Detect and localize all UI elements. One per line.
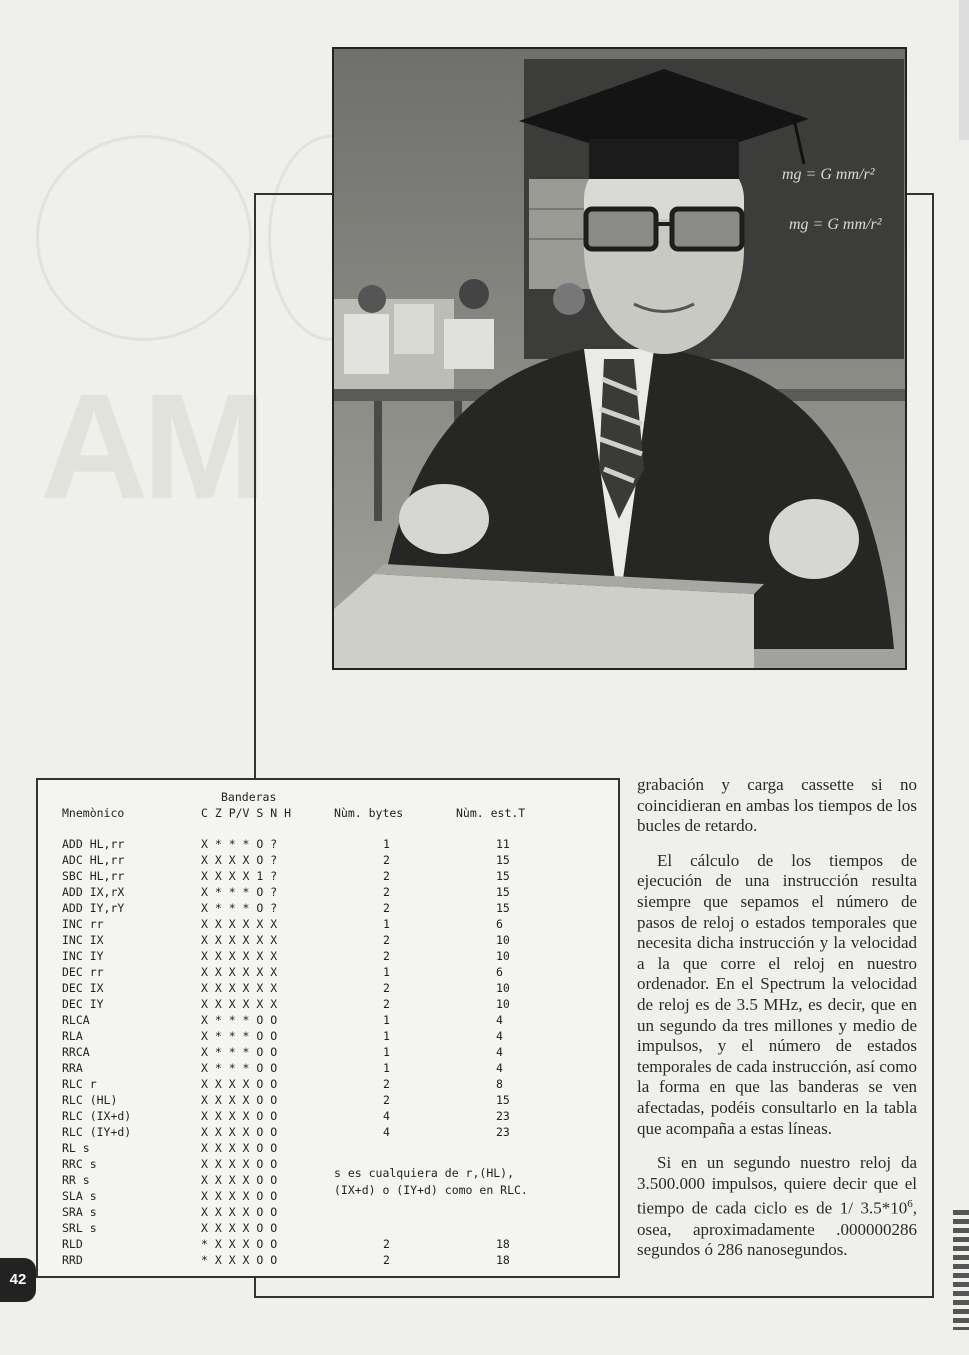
states-cell: 10	[496, 949, 510, 963]
instruction-table	[36, 778, 620, 1278]
table-row	[38, 1013, 618, 1029]
table-row	[38, 917, 618, 933]
bytes-cell: 1	[383, 1045, 390, 1059]
bytes-cell: 2	[383, 885, 390, 899]
flags-cell: X X X X O O	[201, 1221, 278, 1235]
column-header-flags: C Z P/V S N H	[201, 806, 292, 820]
table-row	[38, 1029, 618, 1045]
article-text	[637, 775, 917, 1275]
flags-cell: X X X X O O	[201, 1077, 278, 1091]
states-cell: 15	[496, 869, 510, 883]
bytes-cell: 4	[383, 1109, 390, 1123]
flags-cell: X X X X O O	[201, 1189, 278, 1203]
mnemonic-cell: RR s	[62, 1173, 90, 1187]
mnemonic-cell: SLA s	[62, 1189, 97, 1203]
table-row	[38, 1157, 618, 1173]
professor-illustration	[332, 47, 907, 670]
mnemonic-cell: RRC s	[62, 1157, 97, 1171]
flags-cell: X X X X O O	[201, 1109, 278, 1123]
flags-cell: X * * * O O	[201, 1029, 278, 1043]
states-cell: 6	[496, 965, 503, 979]
states-cell: 11	[496, 837, 510, 851]
states-cell: 18	[496, 1253, 510, 1267]
paragraph-text: , osea, aproximadamente .000000286 segundos ó 286 nanosegundos.	[637, 1198, 917, 1260]
mnemonic-cell: SRL s	[62, 1221, 97, 1235]
background-circle-decoration	[36, 135, 252, 341]
table-row	[38, 981, 618, 997]
table-row	[38, 1045, 618, 1061]
states-cell: 10	[496, 981, 510, 995]
flags-cell: X X X X O O	[201, 1125, 278, 1139]
mnemonic-cell: RL s	[62, 1141, 90, 1155]
flags-cell: X X X X X X	[201, 917, 278, 931]
bytes-cell: 1	[383, 1013, 390, 1027]
mnemonic-cell: RLC r	[62, 1077, 97, 1091]
article-paragraph: grabación y carga cassette si no coincidieran en ambas los tiempos de los bucles de retardo.	[637, 775, 917, 836]
table-row	[38, 1253, 618, 1269]
bytes-cell: 2	[383, 933, 390, 947]
flags-cell: X * * * O ?	[201, 837, 278, 851]
exponent: 6	[907, 1198, 913, 1211]
bytes-cell: 1	[383, 837, 390, 851]
table-row	[38, 869, 618, 885]
page-number: 42	[0, 1258, 36, 1302]
flags-cell: X X X X O O	[201, 1173, 278, 1187]
mnemonic-cell: DEC rr	[62, 965, 104, 979]
table-row	[38, 885, 618, 901]
states-cell: 23	[496, 1109, 510, 1123]
column-header-states: Nùm. est.T	[456, 806, 526, 820]
bytes-cell: 2	[383, 901, 390, 915]
table-row	[38, 901, 618, 917]
mnemonic-cell: ADD IY,rY	[62, 901, 125, 915]
table-row	[38, 1077, 618, 1093]
bytes-cell: 2	[383, 981, 390, 995]
flags-cell: X X X X O O	[201, 1205, 278, 1219]
states-cell: 15	[496, 853, 510, 867]
bytes-cell: 1	[383, 917, 390, 931]
table-row	[38, 1061, 618, 1077]
mnemonic-cell: ADC HL,rr	[62, 853, 125, 867]
table-note-line-1: s es cualquiera de r,(HL),	[334, 1166, 515, 1180]
table-row	[38, 853, 618, 869]
states-cell: 10	[496, 997, 510, 1011]
chalkboard-formula-2: mg = G mm/r²	[789, 216, 882, 233]
table-row	[38, 1221, 618, 1237]
flags-cell: * X X X O O	[201, 1253, 278, 1267]
mnemonic-cell: DEC IX	[62, 981, 104, 995]
bytes-cell: 2	[383, 1237, 390, 1251]
mnemonic-cell: RLA	[62, 1029, 83, 1043]
mnemonic-cell: INC IX	[62, 933, 104, 947]
mnemonic-cell: RRD	[62, 1253, 83, 1267]
mnemonic-cell: RLCA	[62, 1013, 90, 1027]
column-header-mnemonic: Mnemònico	[62, 806, 125, 820]
states-cell: 6	[496, 917, 503, 931]
table-row	[38, 933, 618, 949]
mnemonic-cell: RLC (IY+d)	[62, 1125, 132, 1139]
bytes-cell: 1	[383, 965, 390, 979]
mnemonic-cell: ADD HL,rr	[62, 837, 125, 851]
flags-cell: X X X X X X	[201, 965, 278, 979]
bytes-cell: 2	[383, 1077, 390, 1091]
flags-cell: X * * * O ?	[201, 885, 278, 899]
states-cell: 10	[496, 933, 510, 947]
mnemonic-cell: RRA	[62, 1061, 83, 1075]
states-cell: 15	[496, 885, 510, 899]
bytes-cell: 2	[383, 949, 390, 963]
article-paragraph	[637, 1153, 917, 1261]
table-row	[38, 965, 618, 981]
flags-cell: X * * * O O	[201, 1013, 278, 1027]
table-row	[38, 1125, 618, 1141]
bytes-cell: 2	[383, 1093, 390, 1107]
mnemonic-cell: SBC HL,rr	[62, 869, 125, 883]
flags-cell: X X X X O O	[201, 1157, 278, 1171]
bytes-cell: 2	[383, 1253, 390, 1267]
flags-cell: X X X X X X	[201, 981, 278, 995]
mnemonic-cell: RLD	[62, 1237, 83, 1251]
states-cell: 4	[496, 1061, 503, 1075]
bytes-cell: 2	[383, 853, 390, 867]
table-row	[38, 837, 618, 853]
table-row	[38, 1237, 618, 1253]
states-cell: 18	[496, 1237, 510, 1251]
article-paragraph: El cálculo de los tiempos de ejecución de una instrucción resulta siempre que sepamos el número de pasos de reloj o estados temporales que necesita dicha instrucción y la velocidad a la que corre el reloj en nuestro ordenador. En el Spectrum la velocidad de reloj es de 3.5 MHz, es decir, que en un segundo da tres millones y medio de impulsos, y el número de estados temporales de cada instrucción, así como la forma en que las banderas se ven afectadas, podéis consultarlo en la tabla que acompaña a estas líneas.	[637, 850, 917, 1138]
states-cell: 4	[496, 1013, 503, 1027]
bytes-cell: 2	[383, 997, 390, 1011]
flags-cell: X X X X O O	[201, 1093, 278, 1107]
mnemonic-cell: RLC (IX+d)	[62, 1109, 132, 1123]
table-row	[38, 1109, 618, 1125]
table-row	[38, 1141, 618, 1157]
bytes-cell: 2	[383, 869, 390, 883]
professor-drawing	[334, 49, 905, 668]
flags-cell: X X X X X X	[201, 997, 278, 1011]
column-header-bytes: Nùm. bytes	[334, 806, 404, 820]
mnemonic-cell: RLC (HL)	[62, 1093, 118, 1107]
mnemonic-cell: INC IY	[62, 949, 104, 963]
flags-cell: X X X X O O	[201, 1141, 278, 1155]
bytes-cell: 4	[383, 1125, 390, 1139]
states-cell: 23	[496, 1125, 510, 1139]
background-letters-decoration: AM	[40, 362, 262, 530]
states-cell: 4	[496, 1029, 503, 1043]
mnemonic-cell: RRCA	[62, 1045, 90, 1059]
page-edge-decoration	[959, 0, 969, 140]
paragraph-text: Si en un segundo nuestro reloj da 3.500.000 impulsos, quiere decir que el tiempo de cada ciclo es de 1/ 3.5*10	[637, 1153, 917, 1218]
flags-cell: X X X X 1 ?	[201, 869, 278, 883]
bytes-cell: 1	[383, 1061, 390, 1075]
table-note-line-2: (IX+d) o (IY+d) como en RLC.	[334, 1183, 528, 1197]
table-row	[38, 997, 618, 1013]
mnemonic-cell: INC rr	[62, 917, 104, 931]
states-cell: 15	[496, 901, 510, 915]
mnemonic-cell: DEC IY	[62, 997, 104, 1011]
mnemonic-cell: SRA s	[62, 1205, 97, 1219]
bytes-cell: 1	[383, 1029, 390, 1043]
states-cell: 15	[496, 1093, 510, 1107]
chalkboard-formula-1: mg = G mm/r²	[782, 166, 875, 183]
table-row	[38, 1173, 618, 1189]
table-row	[38, 949, 618, 965]
table-row	[38, 1205, 618, 1221]
flags-cell: X * * * O O	[201, 1061, 278, 1075]
flags-cell: X * * * O ?	[201, 901, 278, 915]
mnemonic-cell: ADD IX,rX	[62, 885, 125, 899]
flags-cell: X X X X O ?	[201, 853, 278, 867]
flags-cell: X X X X X X	[201, 949, 278, 963]
flags-cell: X X X X X X	[201, 933, 278, 947]
flags-cell: X * * * O O	[201, 1045, 278, 1059]
table-row	[38, 1189, 618, 1205]
table-title: Banderas	[221, 790, 277, 804]
states-cell: 8	[496, 1077, 503, 1091]
page-edge-marks	[953, 1210, 969, 1330]
table-row	[38, 1093, 618, 1109]
flags-cell: * X X X O O	[201, 1237, 278, 1251]
states-cell: 4	[496, 1045, 503, 1059]
